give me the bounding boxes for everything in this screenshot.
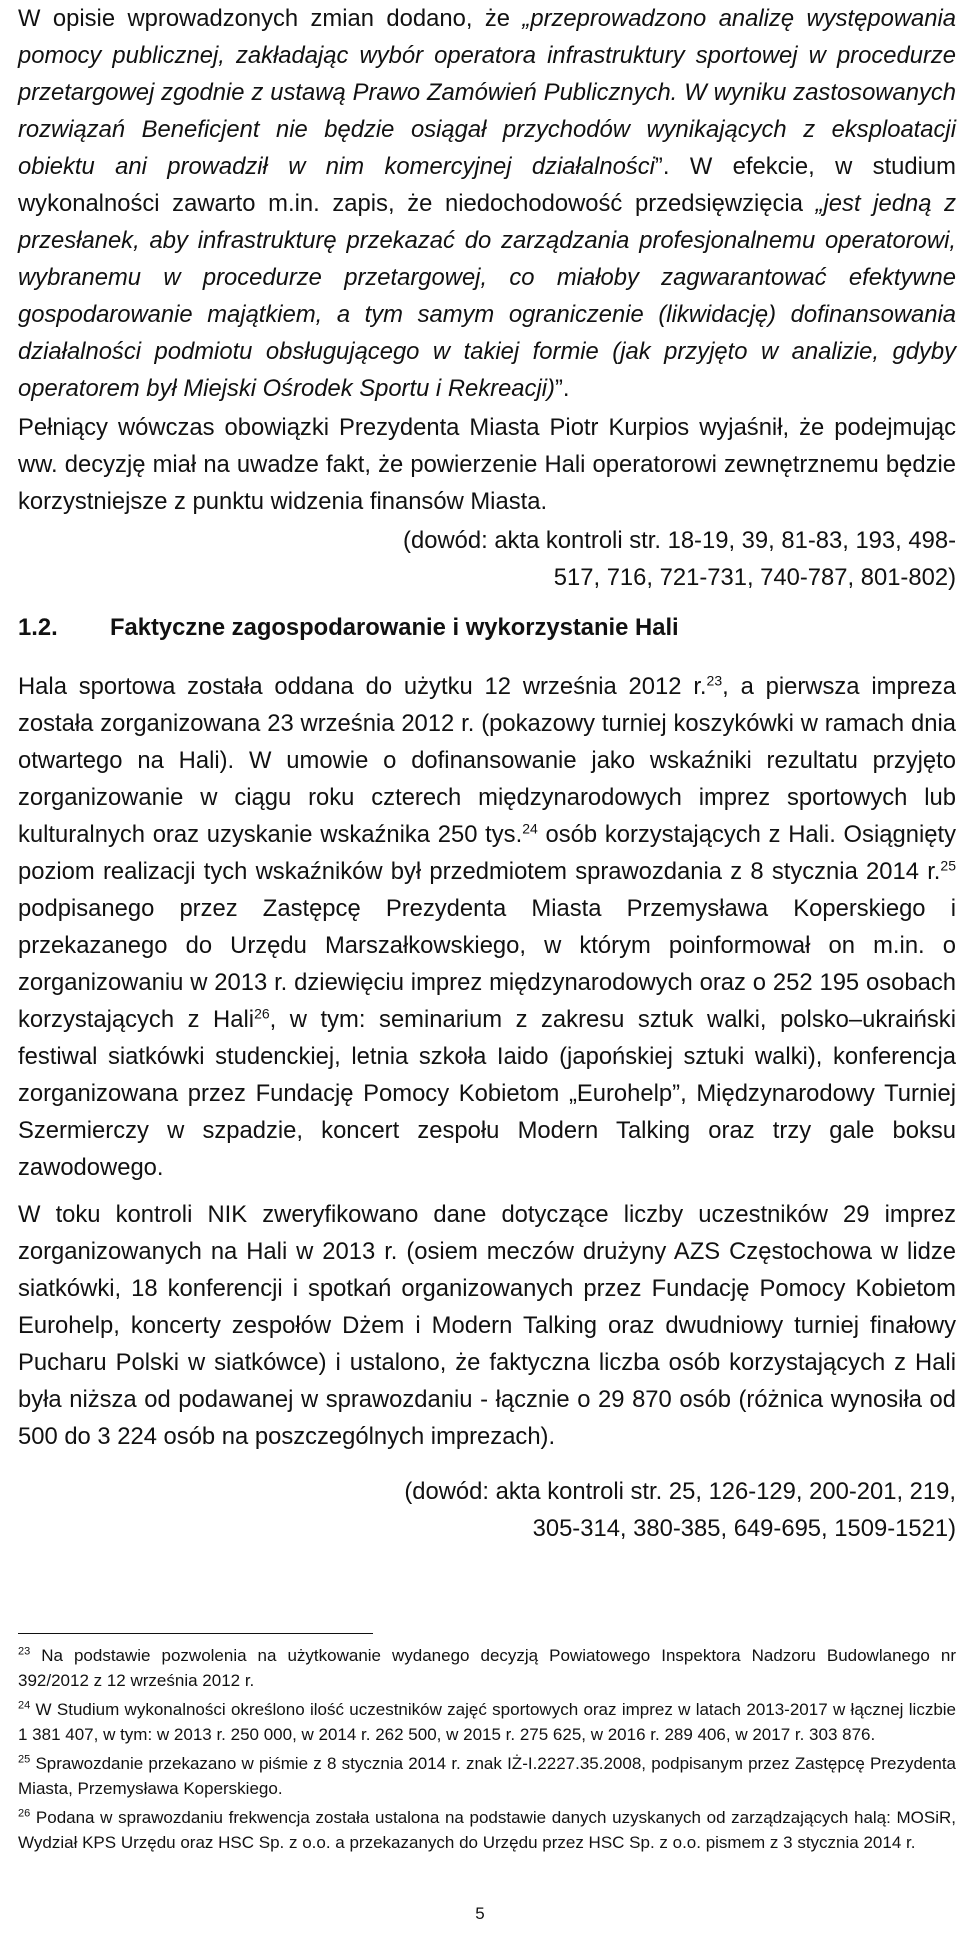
footnote-number: 24: [18, 1699, 31, 1712]
footnote-25: [18, 1751, 956, 1801]
footnote-24: [18, 1697, 956, 1747]
evidence-line: (dowód: akta kontroli str. 25, 126-129, 200-201, 219,: [404, 1478, 956, 1505]
paragraph-nik-verification: W toku kontroli NIK zweryfikowano dane dotyczące liczby uczestników 29 imprez zorganizowanych na Hali w 2013 r. (osiem meczów drużyny AZS Częstochowa w lidze siatkówki, 18 konferencji i spotkań organizowanych przez Fundację Pomocy Kobietom Eurohelp, koncerty zespołów Dżem i Modern Talking oraz dwudniowy turniej finałowy Pucharu Polski w siatkówce) i ustalono, że faktyczna liczba osób korzystających z Hali była niższa od podawanej w sprawozdaniu - łącznie o 29 870 osób (różnica wynosiła od 500 do 3 224 osób na poszczególnych imprezach).: [18, 1201, 956, 1450]
footnote-text: Na podstawie pozwolenia na użytkowanie wydanego decyzją Powiatowego Inspektora Nadzoru Budowlanego nr 392/2012 z 12 września 2012 r.: [18, 1646, 956, 1690]
footnote-number: 23: [18, 1645, 31, 1658]
text-run: , a pierwsza impreza została zorganizowana 23 września 2012 r. (pokazowy turniej koszykówki w ramach dnia otwartego na Hali). W umowie o dofinansowanie jako wskaźniki rezultatu przyjęto zorganizowanie w ciągu roku czterech międzynarodowych imprez sportowych lub kulturalnych oraz uzyskanie wskaźnika 250 tys.: [18, 673, 956, 848]
text-run: Hala sportowa została oddana do użytku 12 września 2012 r.: [18, 673, 707, 700]
page-number: 5: [475, 1904, 485, 1923]
evidence-line: (dowód: akta kontroli str. 18-19, 39, 81-83, 193, 498-: [403, 527, 956, 554]
footnote-ref[interactable]: 26: [254, 1005, 270, 1022]
footnote-23: [18, 1643, 956, 1693]
footnote-text: Sprawozdanie przekazano w piśmie z 8 stycznia 2014 r. znak IŻ-I.2227.35.2008, podpisanym przez Zastępcę Prezydenta Miasta, Przemysława Koperskiego.: [18, 1754, 956, 1798]
section-heading: [18, 610, 956, 646]
quote-italic: W wyniku zastosowanych rozwiązań Beneficjent nie będzie osiągał przychodów wynikających z eksploatacji obiektu ani prowadził w nim komercyjnej działalności: [18, 79, 956, 180]
footnote-ref[interactable]: 25: [940, 857, 956, 874]
paragraph-president-explanation: Pełniący wówczas obowiązki Prezydenta Miasta Piotr Kurpios wyjaśnił, że podejmując ww. decyzję miał na uwadze fakt, że powierzenie Hali operatorowi zewnętrznemu będzie korzystniejsze z punktu widzenia finansów Miasta.: [18, 414, 956, 515]
text-run: ”. W efekcie, w studium wykonalności zawarto m.in. zapis, że niedochodowość przedsięwzięcia: [18, 153, 956, 217]
text-run: , w tym: seminarium z zakresu sztuk walki, polsko–ukraiński festiwal siatkówki studenckiej, letnia szkoła Iaido (japońskiej sztuki walki), konferencja zorganizowana przez Fundację Pomocy Kobietom „Eurohelp”, Międzynarodowy Turniej Szermierczy w szpadzie, koncert zespołu Modern Talking oraz trzy gale boksu zawodowego.: [18, 1006, 956, 1181]
evidence-reference: [18, 522, 956, 596]
evidence-line: 305-314, 380-385, 649-695, 1509-1521): [532, 1515, 956, 1542]
evidence-line: 517, 716, 721-731, 740-787, 801-802): [553, 564, 956, 591]
footnote-ref[interactable]: 24: [522, 820, 538, 837]
text-run: ”.: [554, 375, 570, 402]
section-title: Faktyczne zagospodarowanie i wykorzystanie Hali: [110, 614, 679, 641]
text-run: W opisie wprowadzonych zmian dodano, że: [18, 5, 523, 32]
section-number: 1.2.: [18, 614, 58, 641]
text-run: podpisanego przez Zastępcę Prezydenta Miasta Przemysława Koperskiego i przekazanego do Urzędu Marszałkowskiego, w którym poinformował on m.in. o zorganizowaniu w 2013 r. dziewięciu imprez międzynarodowych oraz o 252 195 osobach korzystających z Hali: [18, 895, 956, 1033]
footnotes: [18, 1643, 956, 1859]
footnote-text: Podana w sprawozdaniu frekwencja została ustalona na podstawie danych uzyskanych od zarządzających halą: MOSiR, Wydział KPS Urzędu oraz HSC Sp. z o.o. a przekazanych do Urzędu przez HSC Sp. z o.o. pismem z 3 stycznia 2014 r.: [18, 1808, 956, 1852]
text-run: osób korzystających z Hali. Osiągnięty poziom realizacji tych wskaźników był przedmiotem sprawozdania z 8 stycznia 2014 r.: [18, 821, 956, 885]
evidence-reference: [18, 1473, 956, 1547]
footnote-separator: [18, 1633, 373, 1634]
footnote-number: 26: [18, 1807, 31, 1820]
footnote-number: 25: [18, 1753, 31, 1766]
footnote-ref[interactable]: 23: [706, 672, 723, 689]
document-page: [18, 0, 956, 1547]
quote-italic: „przeprowadzono analizę występowania pomocy publicznej, zakładając wybór operatora infrastruktury sportowej w procedurze przetargowej zgodnie z ustawą Prawo Zamówień Publicznych.: [18, 5, 956, 106]
footnote-text: W Studium wykonalności określono ilość uczestników zajęć sportowych oraz imprez w latach 2013-2017 w łącznej liczbie 1 381 407, w tym: w 2013 r. 250 000, w 2014 r. 262 500, w 2015 r. 275 625, w 2016 r. 289 406, w 2017 r. 303 876.: [18, 1700, 956, 1744]
paragraph-operator-analysis: [18, 0, 956, 407]
paragraph-hall-usage: [18, 668, 956, 1186]
quote-italic: „jest jedną z przesłanek, aby infrastrukturę przekazać do zarządzania profesjonalnemu operatorowi, wybranemu w procedurze przetargowej, co miałoby zagwarantować efektywne gospodarowanie majątkiem, a tym samym ograniczenie (likwidację) dofinansowania działalności podmiotu obsługującego w takiej formie (jak przyjęto w analizie, gdyby operatorem był Miejski Ośrodek Sportu i Rekreacji): [18, 190, 956, 402]
footnote-26: [18, 1805, 956, 1855]
